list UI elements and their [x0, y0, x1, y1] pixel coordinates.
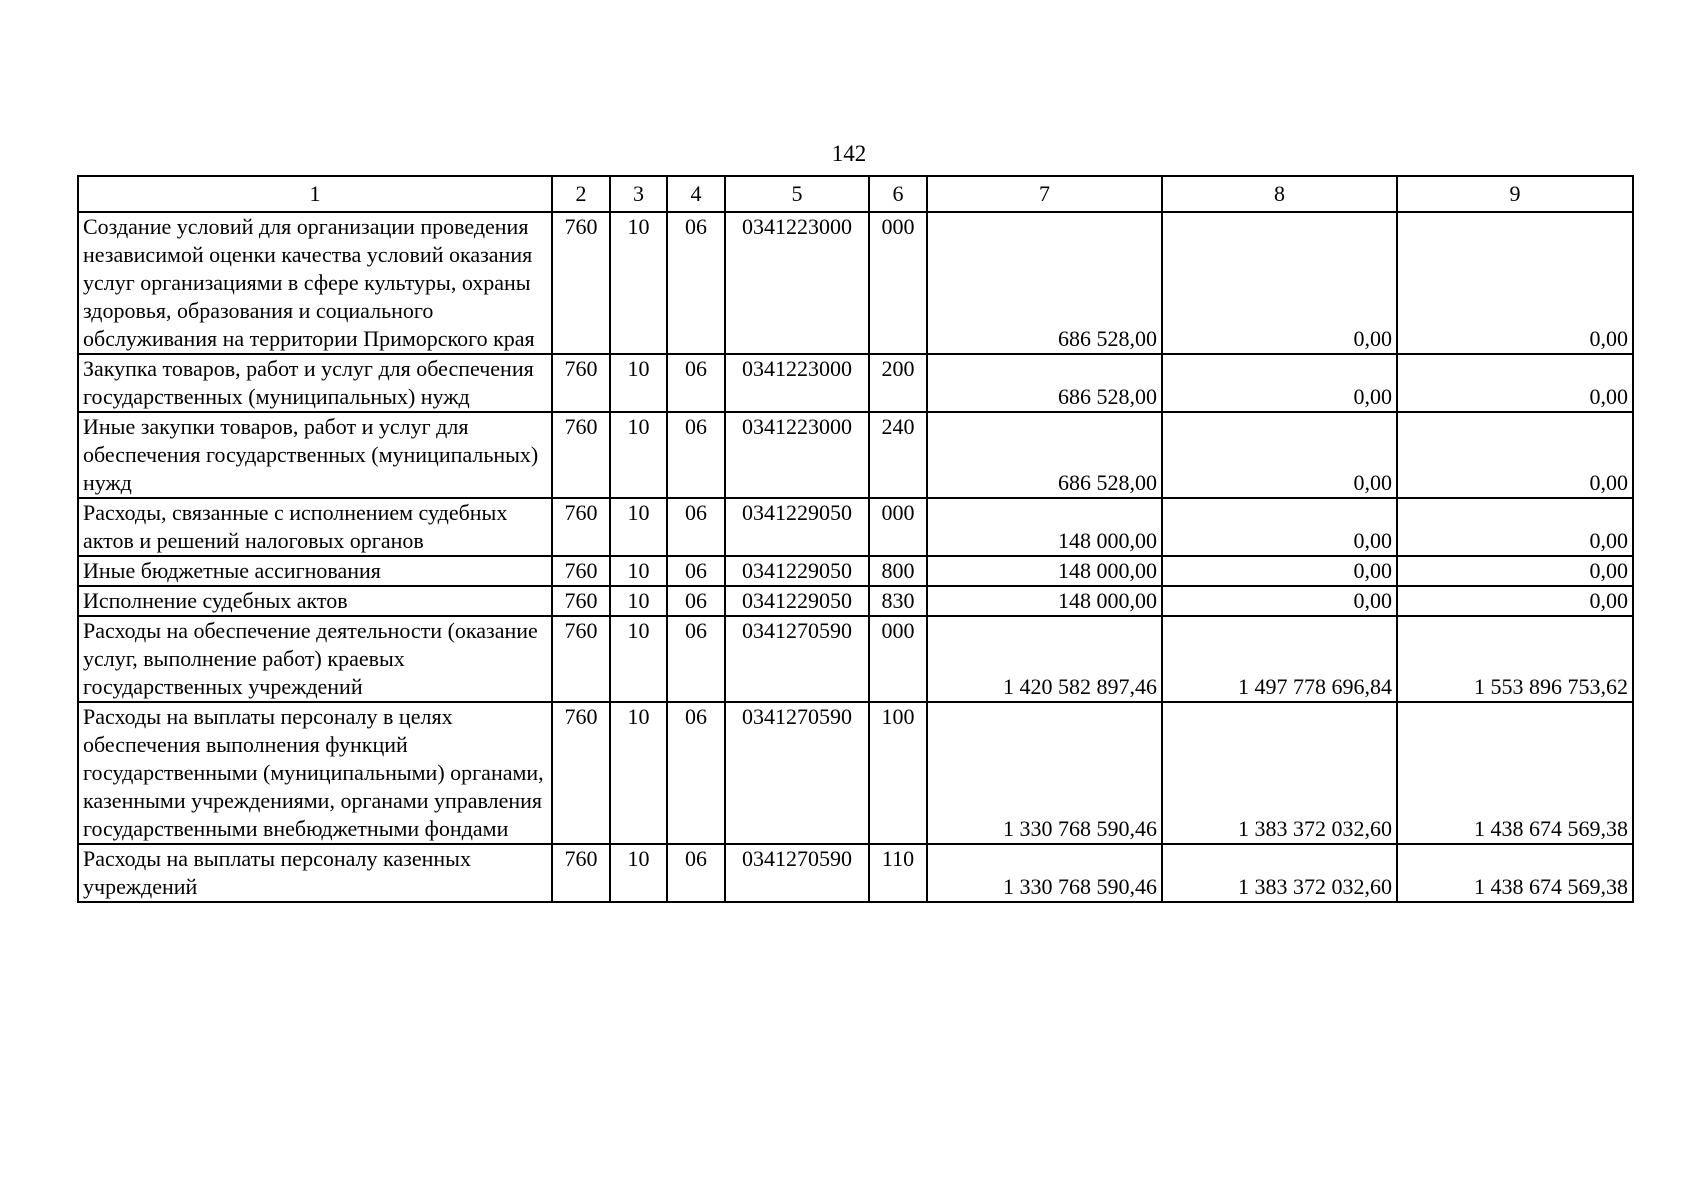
row-code-6: 000: [869, 212, 927, 354]
row-code-4: 06: [667, 844, 725, 902]
table-row: [78, 556, 1633, 586]
row-amount-9: 0,00: [1397, 212, 1633, 354]
column-header: 5: [725, 176, 869, 212]
column-header: 1: [78, 176, 552, 212]
row-code-3: 10: [610, 844, 667, 902]
row-amount-8: 0,00: [1162, 498, 1397, 556]
budget-table: [77, 175, 1634, 903]
row-name: Расходы на обеспечение деятельности (оказание услуг, выполнение работ) краевых государственных учреждений: [78, 616, 552, 702]
column-header: 7: [927, 176, 1162, 212]
row-code-4: 06: [667, 616, 725, 702]
table-row: [78, 498, 1633, 556]
table-header-row: [78, 176, 1633, 212]
row-code-3: 10: [610, 498, 667, 556]
row-code-2: 760: [552, 212, 610, 354]
row-code-2: 760: [552, 556, 610, 586]
row-code-4: 06: [667, 702, 725, 844]
row-amount-9: 0,00: [1397, 586, 1633, 616]
table-row: [78, 586, 1633, 616]
row-name: Закупка товаров, работ и услуг для обеспечения государственных (муниципальных) нужд: [78, 354, 552, 412]
column-header: 8: [1162, 176, 1397, 212]
row-name: Создание условий для организации проведения независимой оценки качества условий оказания услуг организациями в сфере культуры, охраны здоровья, образования и социального обслуживания на территории Приморского края: [78, 212, 552, 354]
row-code-5: 0341229050: [725, 556, 869, 586]
column-header: 6: [869, 176, 927, 212]
row-code-5: 0341229050: [725, 586, 869, 616]
column-header: 2: [552, 176, 610, 212]
row-amount-9: 0,00: [1397, 556, 1633, 586]
column-header: 3: [610, 176, 667, 212]
row-amount-8: 0,00: [1162, 412, 1397, 498]
column-header: 9: [1397, 176, 1633, 212]
row-name: Исполнение судебных актов: [78, 586, 552, 616]
row-code-5: 0341270590: [725, 702, 869, 844]
row-code-2: 760: [552, 586, 610, 616]
row-amount-8: 0,00: [1162, 556, 1397, 586]
row-code-5: 0341229050: [725, 498, 869, 556]
row-code-4: 06: [667, 556, 725, 586]
row-code-3: 10: [610, 354, 667, 412]
row-amount-9: 1 438 674 569,38: [1397, 844, 1633, 902]
column-header: 4: [667, 176, 725, 212]
table-row: [78, 702, 1633, 844]
row-code-6: 000: [869, 616, 927, 702]
row-code-2: 760: [552, 354, 610, 412]
row-amount-7: 148 000,00: [927, 556, 1162, 586]
row-code-3: 10: [610, 586, 667, 616]
row-amount-9: 0,00: [1397, 354, 1633, 412]
row-code-3: 10: [610, 702, 667, 844]
row-code-5: 0341223000: [725, 212, 869, 354]
row-name: Иные бюджетные ассигнования: [78, 556, 552, 586]
row-code-3: 10: [610, 212, 667, 354]
table-row: [78, 212, 1633, 354]
row-code-2: 760: [552, 498, 610, 556]
row-code-2: 760: [552, 412, 610, 498]
row-code-5: 0341223000: [725, 412, 869, 498]
row-code-3: 10: [610, 616, 667, 702]
row-code-4: 06: [667, 212, 725, 354]
row-code-3: 10: [610, 556, 667, 586]
row-code-6: 110: [869, 844, 927, 902]
row-code-4: 06: [667, 586, 725, 616]
row-name: Расходы, связанные с исполнением судебных актов и решений налоговых органов: [78, 498, 552, 556]
row-code-4: 06: [667, 498, 725, 556]
row-amount-8: 0,00: [1162, 586, 1397, 616]
row-amount-9: 1 553 896 753,62: [1397, 616, 1633, 702]
row-code-4: 06: [667, 412, 725, 498]
row-amount-7: 1 330 768 590,46: [927, 844, 1162, 902]
row-amount-8: 0,00: [1162, 354, 1397, 412]
row-amount-7: 1 330 768 590,46: [927, 702, 1162, 844]
row-amount-7: 1 420 582 897,46: [927, 616, 1162, 702]
row-amount-8: 0,00: [1162, 212, 1397, 354]
row-amount-7: 686 528,00: [927, 212, 1162, 354]
row-amount-7: 686 528,00: [927, 412, 1162, 498]
row-code-5: 0341270590: [725, 844, 869, 902]
table-row: [78, 412, 1633, 498]
row-amount-7: 148 000,00: [927, 498, 1162, 556]
row-name: Иные закупки товаров, работ и услуг для обеспечения государственных (муниципальных) нужд: [78, 412, 552, 498]
row-code-6: 830: [869, 586, 927, 616]
row-name: Расходы на выплаты персоналу в целях обеспечения выполнения функций государственными (муниципальными) органами, казенными учреждениями, органами управления государственными внебюджетными фондами: [78, 702, 552, 844]
row-code-6: 240: [869, 412, 927, 498]
table-row: [78, 616, 1633, 702]
row-amount-9: 1 438 674 569,38: [1397, 702, 1633, 844]
row-code-3: 10: [610, 412, 667, 498]
row-code-6: 000: [869, 498, 927, 556]
row-code-4: 06: [667, 354, 725, 412]
table-row: [78, 354, 1633, 412]
row-code-6: 200: [869, 354, 927, 412]
row-code-2: 760: [552, 702, 610, 844]
row-code-5: 0341223000: [725, 354, 869, 412]
page-number: 142: [831, 141, 867, 166]
row-code-2: 760: [552, 844, 610, 902]
row-code-6: 100: [869, 702, 927, 844]
row-amount-9: 0,00: [1397, 412, 1633, 498]
row-code-2: 760: [552, 616, 610, 702]
table-row: [78, 844, 1633, 902]
row-amount-8: 1 383 372 032,60: [1162, 702, 1397, 844]
row-name: Расходы на выплаты персоналу казенных учреждений: [78, 844, 552, 902]
row-amount-8: 1 383 372 032,60: [1162, 844, 1397, 902]
row-code-6: 800: [869, 556, 927, 586]
row-code-5: 0341270590: [725, 616, 869, 702]
row-amount-8: 1 497 778 696,84: [1162, 616, 1397, 702]
row-amount-7: 148 000,00: [927, 586, 1162, 616]
row-amount-7: 686 528,00: [927, 354, 1162, 412]
row-amount-9: 0,00: [1397, 498, 1633, 556]
